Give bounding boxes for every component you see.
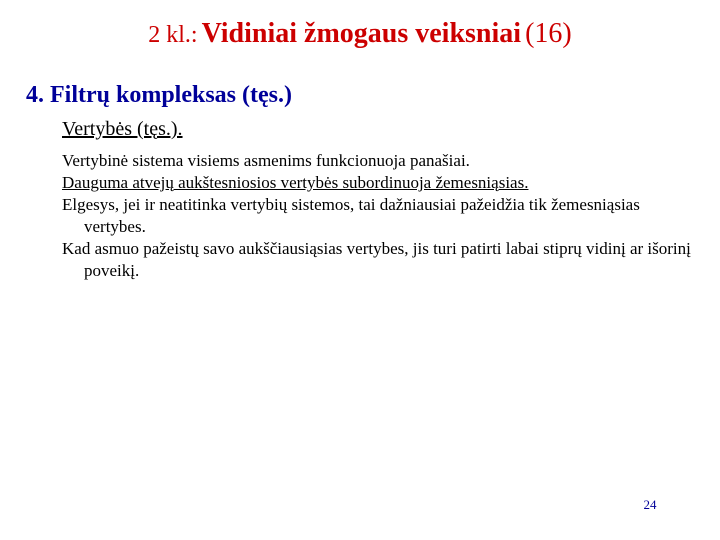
- paragraph-4: Kad asmuo pažeistų savo aukščiausiąsias vertybes, jis turi patirti labai stiprų vidinį ar išorinį poveikį.: [62, 239, 691, 280]
- title-number: (16): [525, 18, 572, 49]
- paragraph-1: Vertybinė sistema visiems asmenims funkcionuoja panašiai.: [62, 151, 470, 170]
- title-prefix: 2 kl.:: [148, 22, 198, 48]
- paragraph-2: Dauguma atvejų aukštesniosios vertybės subordinuoja žemesniąsias.: [62, 173, 529, 192]
- title-main: Vidiniai žmogaus veiksniai: [201, 18, 522, 49]
- section-heading: Vertybės (tęs.).: [62, 118, 183, 140]
- body-text: [62, 150, 702, 282]
- page-number: 24: [643, 497, 657, 512]
- slide-title: [0, 18, 720, 50]
- slide-subtitle: 4. Filtrų kompleksas (tęs.): [26, 82, 292, 108]
- paragraph-3: Elgesys, jei ir neatitinka vertybių sistemos, tai dažniausiai pažeidžia tik žemesniąsias vertybes.: [62, 195, 640, 236]
